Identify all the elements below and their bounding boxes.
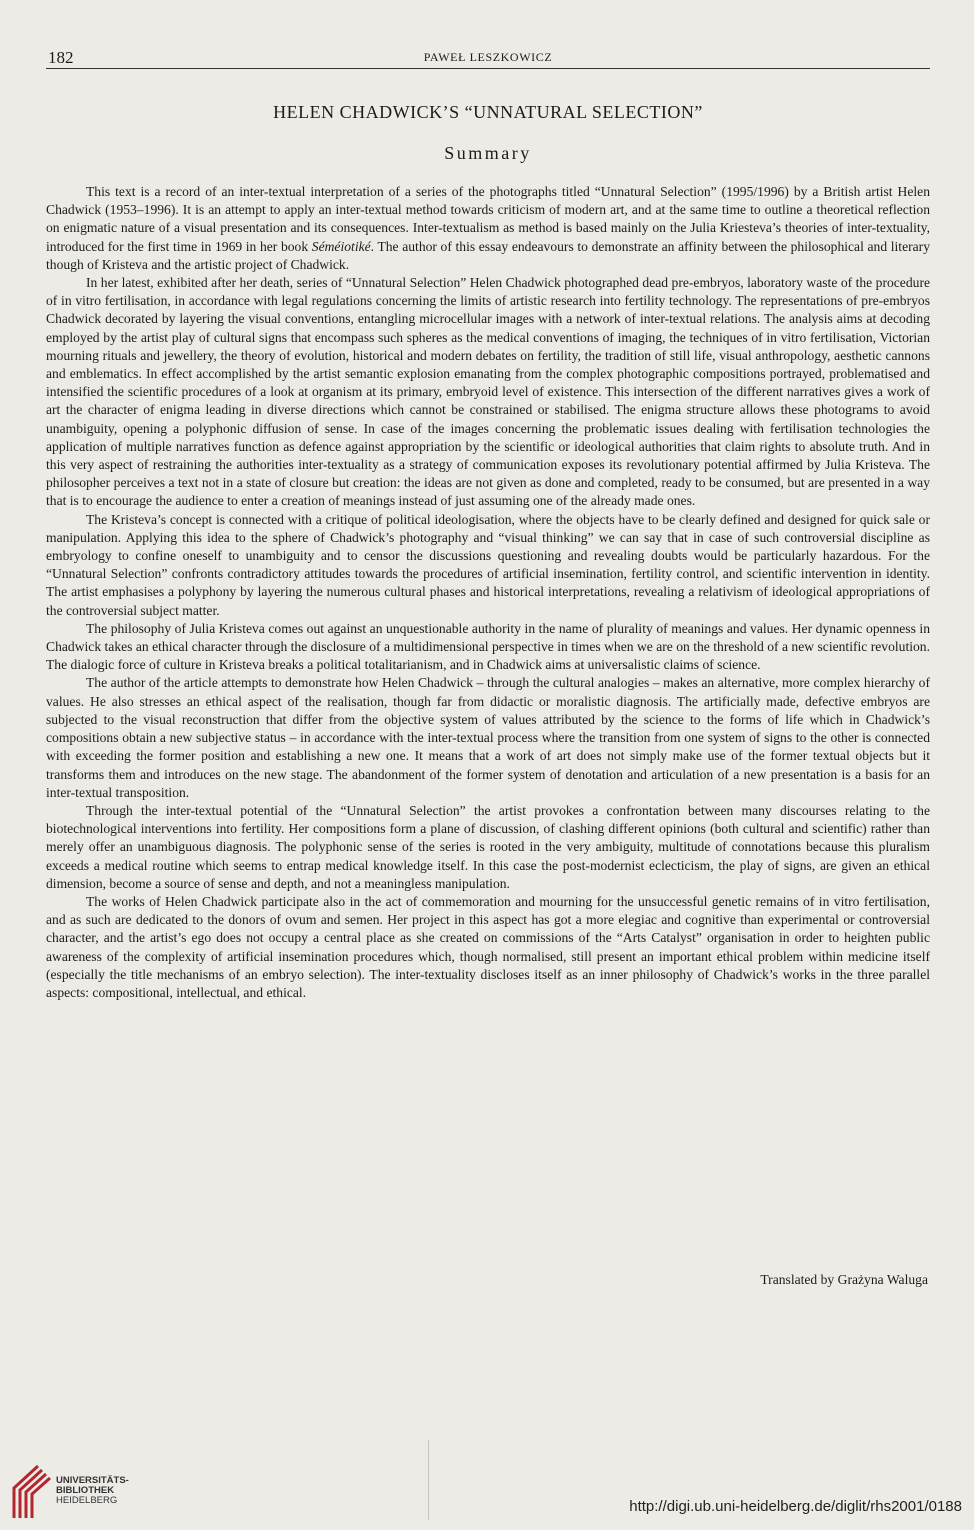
paragraph: The author of the article attempts to demonstrate how Helen Chadwick – through the cultural analogies – makes an alternative, more complex hierarchy of values. He also stresses an ethical aspect of the realisation, though far from didactic or moralistic diagnosis. The artificially made, defective embryos are subjected to the visual reconstruction that differ from the objective system of values attributed by the science to the forms of life which in Chadwick’s compositions obtain a new subjective status – in accordance with the inter-textual process where the transition from one system of signs to the other is connected with exceeding the former position and establishing a new one. It means that a work of art does not simply make use of the former textual objects but it transforms them and introduces on the new stage. The abandonment of the former system of denotation and articulation of a new presentation is a basis for an inter-textual transposition. — [46, 675, 930, 800]
logo-line: UNIVERSITÄTS- — [56, 1475, 129, 1486]
paragraph — [46, 183, 930, 274]
source-url[interactable]: http://digi.ub.uni-heidelberg.de/diglit/rhs2001/0188 — [629, 1498, 962, 1515]
paragraph-text: . The author of this essay endeavours to demonstrate an affinity between the philosophical and literary though of Kristeva and the artistic project of Chadwick. — [46, 238, 930, 272]
library-logo[interactable] — [8, 1464, 158, 1522]
paragraph: The Kristeva’s concept is connected with a critique of political ideologisation, where the objects have to be clearly defined and designed for quick sale or manipulation. Applying this idea to the sphere of Chadwick’s photography and “visual thinking” we can say that in case of such controversial discipline as embryology to confine oneself to unambiguity and to censor the discussions questioning and revealing doubts would be particularly hazardous. For the “Unnatural Selection” confronts contradictory attitudes towards the procedures of artificial insemination, fertility control, and scientific intervention in identity. The artist emphasises a polyphony by layering the numerous cultural phases and historical interpretations, revealing a relativism of ideological appropriations of the controversial subject matter. — [46, 511, 930, 618]
running-head: PAWEŁ LESZKOWICZ — [423, 50, 553, 64]
section-heading: Summary — [444, 143, 532, 163]
translator-credit: Translated by Grażyna Waluga — [760, 1272, 928, 1287]
article-title: HELEN CHADWICK’S “UNNATURAL SELECTION” — [273, 102, 703, 122]
paragraph: In her latest, exhibited after her death, series of “Unnatural Selection” Helen Chadwick photographed dead pre-embryos, laboratory waste of the procedure of in vitro fertilisation, in accordance with legal regulations concerning the limits of artistic research into fertility technology. The representations of pre-embryos Chadwick decorated by layering the visual conventions, entangling microcellular images with a network of inter-textual relations. The analysis aims at decoding employed by the artist play of cultural signs that encompass such spheres as the medical conventions of imaging, the techniques of in vitro fertilisation, Victorian mourning rituals and jewellery, the theory of evolution, historical and modern debates on fertility, the tradition of still life, visual anthropology, aesthetic cannons and emblematics. In effect accomplished by the artist semantic explosion emanating from the complex photographic compositions portrayed, problematised and intensified the scientific procedures of a look at organism at its primary, embryoid level of existence. This intersection of the different narratives gives a work of art the character of enigma leading in diverse directions which cannot be constrained or stabilised. The enigma structure allows these photograms to avoid unambiguity, opening a polyphonic diffusion of sense. In case of the images concerning the problematic issues dealing with fertilisation technologies the application of multiple narratives function as defence against appropriation by the scientific or ideological authorities that claim rights to absolute truth. And in this very aspect of restraining the authorities inter-textuality as a strategy of communication exposes its revolutionary potential affirmed by Julia Kristeva. The philosopher perceives a text not in a state of closure but creation: the ideas are not given as done and completed, ready to be consumed, but are presented in a way that is to encourage the audience to enter a creation of meanings instead of just assuming one of the already made ones. — [46, 275, 930, 509]
summary-body — [46, 183, 930, 1002]
paragraph: The philosophy of Julia Kristeva comes out against an unquestionable authority in the name of plurality of meanings and values. Her dynamic openness in Chadwick takes an ethical character through the disclosure of a multidimensional perspective in times when we are on the threshold of a new scientific revolution. The dialogic force of culture in Kristeva breaks a political totalitarianism, and in Chadwick aims at universalistic claims of science. — [46, 620, 930, 673]
library-emblem-icon — [8, 1464, 52, 1520]
page-header — [46, 46, 930, 70]
book-title: Séméiotiké — [311, 238, 371, 254]
paragraph: Through the inter-textual potential of the “Unnatural Selection” the artist provokes a confrontation between many discourses relating to the biotechnological interventions into fertility. Her compositions form a plane of discussion, of clashing different opinions (both cultural and scientific) rather than merely offer an unambiguous diagnosis. The polyphonic sense of the series is rooted in the very ambiguity, multitude of connotations because this pluralism exceeds a medical routine which seems to entrap medical knowledge itself. In this case the post-modernist eclecticism, the play of signs, are given an ethical dimension, become a source of sense and depth, and not a meaningless manipulation. — [46, 802, 930, 891]
paragraph-text: This text is a record of an inter-textual interpretation of a series of the photographs titled “Unnatural Selection” (1995/1996) by a British artist Helen Chadwick (1953–1996). It is an attempt to apply an inter-textual method towards criticism of modern art, and at the same time to outline a theoretical reflection on enigmatic nature of a visual presentation and its consequences. Inter-textualism as method is based mainly on the Julia Kriesteva’s theories of inter-textuality, introduced for the first time in 1969 in her book — [46, 184, 930, 254]
logo-line: BIBLIOTHEK — [56, 1485, 115, 1496]
header-rule — [46, 68, 930, 69]
paragraph: The works of Helen Chadwick participate also in the act of commemoration and mourning for the unsuccessful genetic remains of in vitro fertilisation, and as such are dedicated to the donors of ovum and semen. Her project in this aspect has got a more elegiac and cognitive than experimental or controversial character, and the artist’s ego does not occupy a central place as she created on commissions of the “Arts Catalyst” organisation in order to heighten public awareness of the complexity of artificial insemination procedures which, though normalised, still present an important ethical problem within medicine itself (especially the title mechanisms of an embryo selection). The inter-textuality discloses itself as an inner philosophy of Chadwick’s works in the three parallel aspects: compositional, intellectual, and ethical. — [46, 893, 930, 1000]
logo-line: HEIDELBERG — [56, 1495, 118, 1506]
library-name — [56, 1476, 129, 1506]
footer-divider — [428, 1440, 429, 1520]
page-number: 182 — [48, 48, 74, 67]
